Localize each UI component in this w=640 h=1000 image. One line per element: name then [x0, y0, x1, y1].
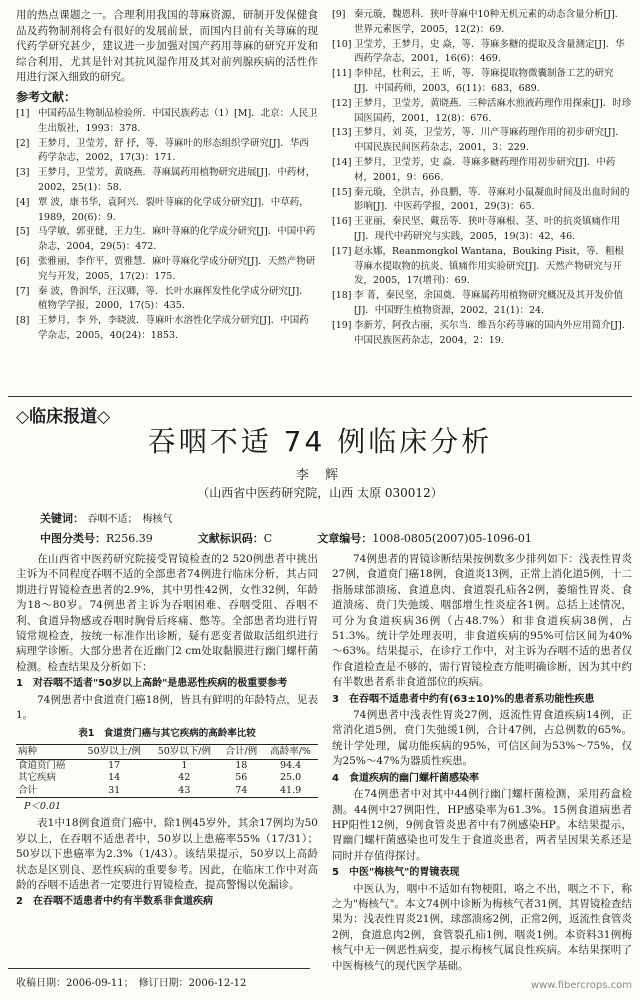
reference-item [332, 186, 632, 216]
table-cell: 18 [235, 759, 248, 771]
reference-text: 王梦月，卫莹芳，黄晓燕．荨麻属药用植物研究进展[J]．中药材，2002，25(1)：58. [38, 167, 316, 193]
reference-number: [6] [16, 255, 30, 267]
reference-number: [1] [16, 108, 30, 119]
reference-item [16, 166, 318, 196]
reference-number: [18] [332, 290, 352, 302]
reference-item [332, 245, 632, 289]
paragraph-meiheqi: 中医认为，咽中不适如有物梗阻，咯之不出，咽之不下，称之为"梅核气"。本文74例中诊断为梅核气者31例，其胃镜检查结果为：浅表性胃炎21例，球部溃疡2例，正常2例，返流性食管炎2例，食道息肉2例，食管裂孔疝1例，咽炎1例。本资料31例梅核气中无一例恶性病变，提示梅核气属良性疾病。本结果探明了中医梅核气的现代医学基础。 [332, 882, 632, 972]
table-cell: 1 [181, 759, 188, 771]
section-divider [8, 396, 632, 397]
table-header-cell: 高龄率/% [263, 744, 318, 759]
doc-code-value: C [263, 532, 273, 545]
keywords-line [40, 510, 173, 526]
reference-item [332, 319, 632, 349]
reference-item [332, 215, 632, 245]
reference-item [332, 156, 632, 186]
body-right-column [332, 552, 632, 974]
table-cell: 25.0 [280, 772, 302, 784]
reference-number: [10] [332, 38, 352, 50]
article-id-value: 1008-0805(2007)05-1096-01 [372, 532, 532, 545]
table-row [16, 759, 318, 772]
table-row [16, 785, 318, 798]
reference-text: 张雅丽，李作平，贾雅慧．麻叶荨麻化学成分研究[J]．天然产物研究与开发，2005，17(2)：175. [38, 255, 316, 282]
table-cell: 其它疾病 [18, 772, 57, 784]
body-left-column [16, 552, 318, 911]
reference-number: [13] [332, 127, 352, 139]
reference-text: 马学敏，郭亚健，王力生．麻叶荨麻的化学成分研究[J]．中国中药杂志，2004，29(5)：472. [38, 226, 316, 253]
reference-item [332, 126, 632, 156]
clc-value: R256.39 [106, 532, 153, 545]
table-cell: 合计 [16, 785, 79, 798]
clc-label: 中图分类号： [40, 532, 106, 545]
reference-number: [7] [16, 285, 30, 297]
paragraph-cancer-rate: 表1中18例食道贲门癌中，除1例45岁外，其余17例均为50岁以上，在吞咽不适患者中，50岁以上患癌率55%（17/31）；50岁以下患癌率为2.3%（1/43）。该结果提示，50岁以上高龄状态是区别良、恶性疾病的重要参考。因此，在临床工作中对高龄的吞咽不适患者一定要进行胃镜检查，提高警惕以免漏诊。 [16, 817, 318, 891]
affiliation: （山西省中医药研究院，山西 太原 030012） [197, 486, 443, 500]
table-cell: 31 [79, 785, 149, 798]
references-title: 参考文献： [16, 89, 77, 104]
intro-paragraph: 在山西省中医药研究院接受胃镜检查的2 520例患者中挑出主诉为不同程度吞咽不适的全部患者74例进行临床分析，其占同期进行胃镜检查患者的2.9%，其中男性42例，女性32例，年龄为18～80岁。74例患者主诉为吞咽困难、吞咽受阻、吞咽不利、食道异物感或吞咽时胸骨后疼痛、憋等。全部患者均进行胃镜常规检查，按统一标准作出诊断，疑有恶变者做取活组织进行病理学诊断。大部分患者在近幽门2 cm处取黏膜进行幽门螺杆菌检测。检查结果及分析如下： [16, 553, 318, 673]
reference-number: [19] [332, 319, 352, 331]
paragraph-functional: 74例患者中浅表性胃炎27例，返流性胃食道疾病14例，正常消化道5例，贲门失弛缓1例，合计47例，占总例数的65%。统计学处理，属功能疾病的95%，可信区间为53%～75%，仅为25%～47%为器质性疾患。 [332, 709, 632, 768]
reference-item [332, 38, 632, 68]
reference-text: 赵永娜，Reanmongkol Wantana，Bouking Pisit，等．粗根荨麻水提取物的抗炎、镇痛作用实验研究[J]．天然产物研究与开发，2005，17(增刊)：69. [354, 245, 624, 287]
doc-code-label: 文献标识码： [197, 532, 264, 545]
reference-text: 王梦月，卫莹芳，史 焱．荨麻多糖药理作用初步研究[J]．中药材，2001，9：666. [354, 156, 616, 183]
reference-text: 王梦月，卫莹芳，黄晓燕．三种活麻水煎液药理作用探索[J]．时珍国医国药，2001，12(8)：676. [354, 97, 632, 124]
watermark: www.fibercrops.com [530, 980, 632, 991]
reference-text: 秦元璇，全洪吉，孙良鹏，等．荨麻对小鼠凝血时间及出血时间的影响[J]．中医药学报，2001，29(3)：65. [354, 186, 630, 213]
reference-number: [12] [332, 97, 352, 109]
heading-4: 4 食道疾病的幽门螺杆菌感染率 [332, 772, 479, 784]
reference-number: [8] [16, 315, 30, 327]
table-header-cell: 50岁以上/例 [79, 744, 149, 759]
reference-item [332, 289, 632, 319]
table-caption: 表1 食道贲门癌与其它疾病的高龄率比较 [78, 728, 256, 740]
reference-number: [17] [332, 245, 352, 257]
reference-item [332, 97, 632, 127]
reference-number: [3] [16, 167, 30, 179]
table-cell: 74 [219, 785, 263, 798]
table-header-row [16, 744, 318, 759]
heading-1: 1 对吞咽不适者"50岁以上高龄"是患恶性疾病的极重要参考 [16, 678, 288, 690]
references-right-list [332, 8, 632, 348]
reference-item [16, 137, 318, 167]
reference-text: 王梦月，卫莹芳，舒 抒，等．荨麻叶的形态组织学研究[J]．华西药学杂志，2002，17(3)：171. [38, 137, 309, 164]
table-header-cell: 合计/例 [219, 744, 263, 759]
references-left-list [16, 107, 318, 344]
reference-text: 卫莹芳，王梦月，史 焱，等．荨麻多糖的提取及含量测定[J]．华西药学杂志，2001，16(6)：469. [354, 38, 625, 65]
reference-item [16, 107, 318, 137]
table-cell: 食道贲门癌 [18, 759, 66, 771]
heading-5: 5 中医"梅核气"的胃镜表现 [332, 867, 460, 879]
table-header-cell: 50岁以下/例 [149, 744, 219, 759]
reference-text: 王梦月，李 外，李晓波．荨麻叶水溶性化学成分研究[J]．中国药学杂志，2005，40(24)：1853. [38, 315, 309, 341]
reference-text: 覃 波，康书华，袁阿兴．裂叶荨麻的化学成分研究[J]．中草药，1989，20(6)：9. [38, 196, 309, 223]
reference-item [16, 255, 318, 285]
reference-text: 李仲昆，杜利云，王 昕，等．荨麻提取物微囊制备工艺的研究[J]．中国药师，2003，6(11)：683，689. [354, 68, 614, 94]
top-left-column [16, 8, 318, 344]
reference-item [16, 225, 318, 255]
section-tag: ◇临床报道◇ [16, 407, 111, 427]
table-cell: 41.9 [263, 785, 318, 798]
reference-item [16, 314, 318, 344]
paragraph-diagnosis: 74例患者的胃镜诊断结果按例数多少排列如下：浅表性胃炎27例，食道贲门癌18例，食道炎13例，正常上消化道5例，十二指肠球部溃疡、食道息肉、食道裂孔疝各2例，萎缩性胃炎、食道溃疡、贲门失弛缓、咽部增生性炎症各1例。总括上述情况，可分为食道疾病36例（占48.7%）和非食道疾病38例，占51.3%。统计学处理表明，非食道疾病的95%可信区间为40%～63%。结果提示，在诊疗工作中，对主诉为吞咽不适的患者仅作食道检查是不够的，需行胃镜检查方能明确诊断，因为其中约有半数患者系非食道部位的疾病。 [332, 553, 632, 689]
table-cell: 14 [108, 772, 121, 784]
reference-text: 秦元璇，魏恩科．狭叶荨麻中10种无机元素的动态含量分析[J]．世界元素医学，2005，12(2)：69. [354, 9, 625, 35]
reference-item [332, 67, 632, 97]
reference-item [16, 285, 318, 315]
reference-text: 秦 波，鲁润华，汪汉卿，等．长叶水麻挥发性化学成分研究[J]．植物学学报，2000，17(5)：435. [38, 285, 309, 312]
article-title: 吞咽不适 74 例临床分析 [147, 425, 493, 458]
reference-number: [14] [332, 156, 352, 168]
table-header-cell: 病种 [16, 744, 79, 759]
footer-divider [8, 968, 310, 969]
reference-number: [11] [332, 68, 352, 80]
heading-3: 3 在吞咽不适患者中约有(63±10)%的患者系功能性疾患 [332, 693, 595, 705]
reference-number: [15] [332, 186, 352, 198]
keywords-value: 吞咽不适； 梅核气 [87, 514, 173, 525]
paragraph-age: 74例患者中食道贲门癌18例，皆具有鲜明的年龄特点，见表1。 [16, 693, 318, 722]
previous-article-conclusion: 用的热点课题之一。合理利用我国的荨麻资源，研制开发保健食品及药物制剂将会有很好的发展前景，而国内目前有关荨麻的现代药学研究甚少，建议进一步加强对国产药用荨麻的研究开发和综合利用，尤其是针对其抗风湿作用及其对前列腺疾病的活性作用进行深入细致的研究。 [16, 9, 318, 83]
table-1 [16, 744, 318, 799]
reference-number: [4] [16, 196, 30, 208]
heading-2: 2 在吞咽不适患者中约有半数系非食道疾病 [16, 896, 213, 908]
table-note: P＜0.01 [24, 801, 62, 813]
table-cell: 94.4 [280, 759, 302, 771]
reference-text: 王亚丽，秦民坚，戴岳等．狭叶荨麻根、茎、叶的抗炎镇痛作用[J]．现代中药研究与实践，2005，19(3)：42，46. [354, 216, 621, 242]
reference-number: [2] [16, 137, 30, 149]
article-id-label: 文章编号： [317, 532, 373, 545]
author: 李 辉 [295, 468, 345, 483]
paragraph-hp: 在74例患者中对其中44例行幽门螺杆菌检测，采用药盒检测。44例中27例阳性，HP感染率为61.3%。15例食道病患者HP阳性12例，9例食管炎患者中有7例感染HP。本结果提示，胃幽门螺杆菌感染也可发生于食道炎患者，两者呈因果关系还是同时并存值得探讨。 [332, 788, 632, 862]
classification-line [40, 530, 620, 546]
reference-number: [5] [16, 226, 30, 238]
reference-text: 中国药品生物制品检验所．中国民族药志（1）[M]．北京：人民卫生出版社，1993：378. [38, 108, 318, 134]
reference-item [332, 8, 632, 38]
reference-text: 李新芳，阿孜古丽，买尔当．维吾尔药荨麻的国内外应用简介[J]．中国民族医药杂志，2004，2：19. [354, 319, 632, 346]
reference-text: 王梦月，刘 英，卫莹芳，等．川产荨麻药理作用的初步研究[J]．中国民族民间医药杂志，2001，3：229. [354, 127, 625, 154]
reference-number: [16] [332, 216, 352, 228]
reference-item [16, 196, 318, 226]
table-cell: 42 [178, 772, 191, 784]
reference-text: 李 菁，秦民坚，余国奠．荨麻属药用植物研究概况及其开发价值[J]．中国野生植物资源，2002，21(1)：24. [354, 290, 624, 316]
table-row [16, 772, 318, 785]
table-cell: 56 [235, 772, 248, 784]
keywords-label: 关键词： [40, 512, 84, 525]
table-cell: 43 [149, 785, 219, 798]
table-cell: 17 [108, 759, 121, 771]
top-right-column [332, 8, 632, 348]
received-date: 收稿日期：2006-09-11； 修订日期：2006-12-12 [16, 978, 247, 989]
reference-number: [9] [332, 9, 346, 20]
